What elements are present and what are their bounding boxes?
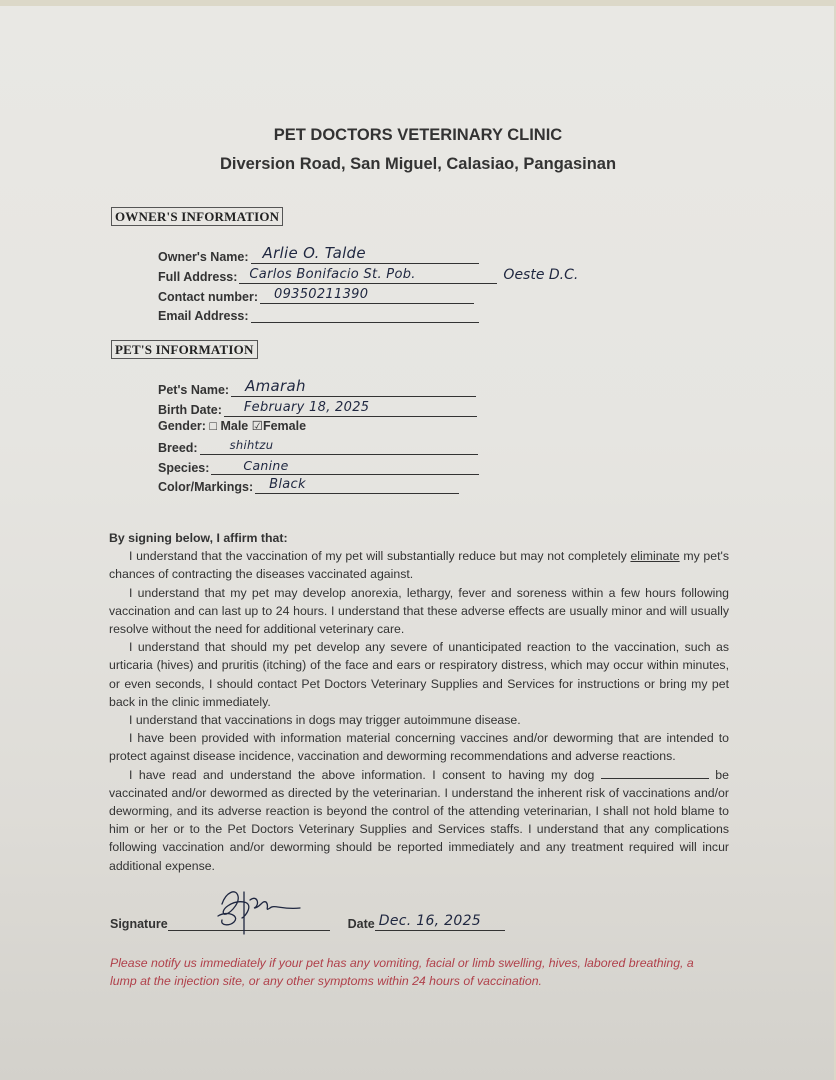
owner-address-field[interactable] bbox=[158, 266, 578, 284]
pet-species-field[interactable] bbox=[158, 457, 479, 475]
pet-birth-date-label: Birth Date: bbox=[158, 403, 222, 417]
pet-color-value: Black bbox=[269, 477, 306, 492]
p1-underlined-word: eliminate bbox=[630, 549, 680, 564]
pet-species-value: Canine bbox=[243, 458, 289, 473]
owner-contact-field[interactable] bbox=[158, 286, 474, 304]
owner-section-title: OWNER'S INFORMATION bbox=[111, 207, 283, 226]
female-option-label: Female bbox=[262, 419, 307, 433]
affirmation-paragraph-1 bbox=[109, 547, 729, 583]
affirmation-paragraph-5: I have been provided with information material concerning vaccines and/or deworming that are intended to protect against disease incidence, vaccination and deworming recommendations and adverse reactions. bbox=[109, 731, 729, 764]
pet-breed-value: shihtzu bbox=[229, 438, 274, 452]
pet-gender-field bbox=[158, 418, 306, 433]
signature-row bbox=[110, 912, 505, 931]
owner-address-value: Carlos Bonifacio St. Pob. bbox=[249, 267, 416, 282]
male-option-label: Male bbox=[220, 419, 249, 433]
female-checkbox[interactable]: ☑ bbox=[251, 419, 263, 433]
pet-birth-date-field[interactable] bbox=[158, 399, 477, 417]
owner-email-field[interactable] bbox=[158, 305, 479, 323]
pet-species-label: Species: bbox=[158, 461, 210, 475]
p6-text-b: be vaccinated and/or dewormed as directed by the veterinarian. I understand the inherent risk of vaccinations and/or deworming, and its adverse reaction is beyond the control of the attending veterinarian, I shall not hold blame to him or her or to the Pet Doctors Veterinary Supplies and Services staffs. I understand that any complications following vaccination and/or deworming should be reported immediately and any treatment required will incur additional expense. bbox=[109, 767, 729, 873]
p6-text-a: I have read and understand the above information. I consent to having my dog bbox=[129, 767, 601, 782]
affirmation-lead: By signing below, I affirm that: bbox=[109, 531, 288, 545]
affirmation-text bbox=[109, 529, 729, 875]
signature-scribble bbox=[230, 886, 350, 956]
clinic-address: Diversion Road, San Miguel, Calasiao, Pangasinan bbox=[219, 155, 617, 173]
owner-contact-label: Contact number: bbox=[158, 290, 258, 304]
signature-date-field[interactable] bbox=[375, 912, 505, 931]
dog-name-blank[interactable] bbox=[601, 766, 709, 779]
pet-color-label: Color/Markings: bbox=[158, 480, 254, 494]
p1-text-a: I understand that the vaccination of my pet will substantially reduce but may not completely bbox=[129, 549, 631, 564]
owner-contact-value: 09350211390 bbox=[274, 287, 369, 302]
male-checkbox[interactable]: □ bbox=[209, 419, 217, 433]
p1-text-b: my pet's chances of contracting the diseases vaccinated against. bbox=[109, 549, 729, 582]
pet-breed-label: Breed: bbox=[158, 441, 198, 455]
signature-field[interactable] bbox=[168, 912, 330, 931]
pet-name-label: Pet's Name: bbox=[158, 383, 230, 397]
owner-name-value: Arlie O. Talde bbox=[262, 244, 366, 262]
pet-name-field[interactable] bbox=[158, 379, 476, 397]
pet-gender-label: Gender: bbox=[158, 419, 206, 433]
owner-address-label: Full Address: bbox=[158, 270, 238, 284]
signature-label: Signature bbox=[110, 917, 168, 931]
affirmation-paragraph-6 bbox=[109, 766, 729, 875]
clinic-name: PET DOCTORS VETERINARY CLINIC bbox=[273, 126, 563, 144]
notice-text: Please notify us immediately if your pet has any vomiting, facial or limb swelling, hives, labored breathing, a lump at the injection site, or any other symptoms within 24 hours of vaccination. bbox=[110, 956, 694, 988]
affirmation-paragraph-4: I understand that vaccinations in dogs may trigger autoimmune disease. bbox=[129, 713, 521, 728]
pet-birth-date-value: February 18, 2025 bbox=[243, 400, 370, 415]
date-label: Date bbox=[347, 917, 375, 931]
owner-address-overflow: Oeste D.C. bbox=[503, 267, 579, 283]
signature-date-value: Dec. 16, 2025 bbox=[378, 913, 481, 929]
affirmation-paragraph-3: I understand that should my pet develop any severe of unanticipated reaction to the vaccination, such as urticaria (hives) and pruritis (itching) of the face and ears or respiratory distress, which may occur within minutes, or even seconds, I should contact Pet Doctors Veterinary Supplies and Services for instructions or bring my pet back in the clinic immediately. bbox=[109, 640, 729, 709]
pet-section-title: PET'S INFORMATION bbox=[111, 340, 258, 359]
pet-breed-field[interactable] bbox=[158, 437, 478, 455]
pet-name-value: Amarah bbox=[245, 377, 306, 395]
owner-name-label: Owner's Name: bbox=[158, 250, 249, 264]
owner-email-label: Email Address: bbox=[158, 309, 249, 323]
pet-color-field[interactable] bbox=[158, 476, 459, 494]
affirmation-paragraph-2: I understand that my pet may develop anorexia, lethargy, fever and soreness within a few hours following vaccination and can last up to 24 hours. I understand that these adverse effects are usually minor and will usually resolve without the need for additional veterinary care. bbox=[109, 585, 729, 637]
owner-name-field[interactable] bbox=[158, 246, 479, 264]
